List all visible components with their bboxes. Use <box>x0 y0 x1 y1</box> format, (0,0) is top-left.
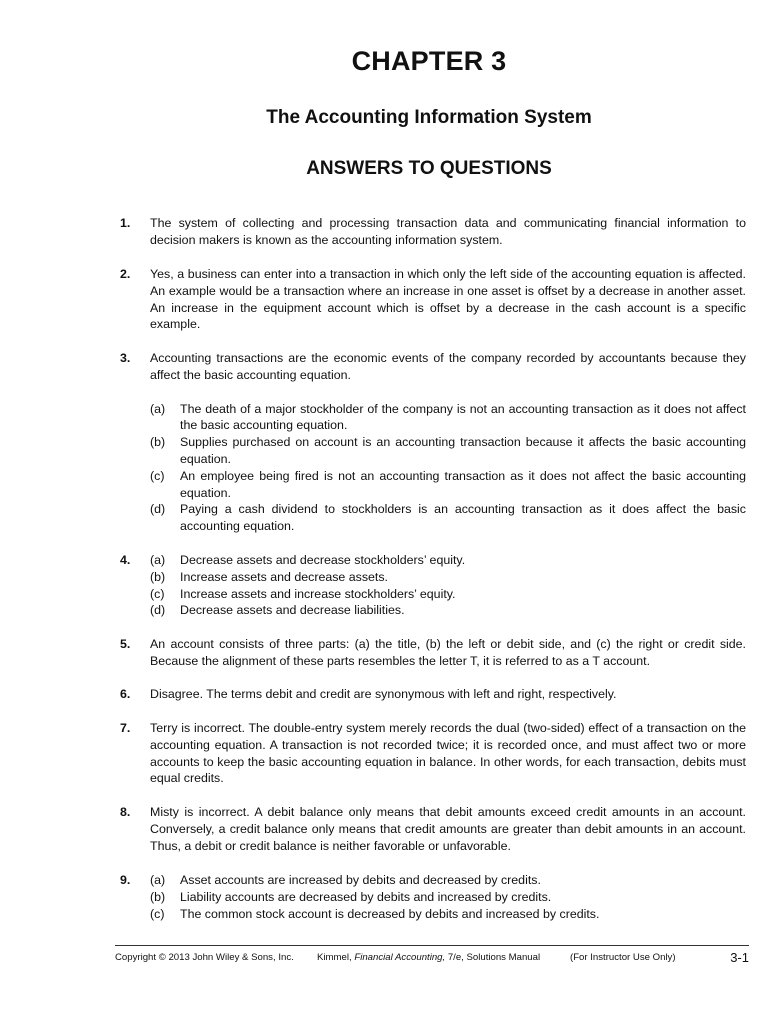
answer-item <box>150 586 746 603</box>
section-heading: ANSWERS TO QUESTIONS <box>306 158 552 179</box>
question-answer: Yes, a business can enter into a transaction in which only the left side of the accounting equation is affected. An example would be a transaction where an increase in one asset is offset by a decrease in another asset. An increase in the equipment account which is offset by a decrease in the cash account is a specific example. <box>150 267 746 332</box>
answer-item <box>150 552 746 569</box>
answer-item <box>150 401 746 435</box>
answer-item <box>150 906 746 923</box>
question-answer: Accounting transactions are the economic events of the company recorded by accountants because they affect the basic accounting equation. <box>150 351 746 382</box>
page-footer <box>115 950 749 966</box>
answer-item <box>150 602 746 619</box>
item-label: (b) <box>150 889 166 904</box>
item-text: The common stock account is decreased by debits and increased by credits. <box>180 906 600 921</box>
footer-divider <box>115 945 749 946</box>
question-answer: The system of collecting and processing transaction data and communicating financial information to decision makers is known as the accounting information system. <box>150 216 746 247</box>
answer-item <box>150 889 746 906</box>
question-9 <box>120 872 746 922</box>
question-5 <box>120 636 746 670</box>
item-label: (d) <box>150 502 166 517</box>
item-text: Supplies purchased on account is an accounting transaction because it affects the basic accounting equation. <box>180 435 746 466</box>
question-1 <box>120 215 746 249</box>
question-number: 8. <box>120 805 131 819</box>
question-number: 6. <box>120 687 131 701</box>
item-label: (a) <box>150 401 166 416</box>
question-answer: Disagree. The terms debit and credit are synonymous with left and right, respectively. <box>150 687 617 701</box>
footer-author: Kimmel, <box>317 952 352 963</box>
answer-item <box>150 468 746 502</box>
question-answer: Misty is incorrect. A debit balance only means that debit amounts exceed credit amounts in an account. Conversely, a credit balance only means that credit amounts are greater than debit amounts in an account. Thus, a debit or credit balance is neither favorable or unfavorable. <box>150 805 746 853</box>
footer-use-note: (For Instructor Use Only) <box>570 952 676 963</box>
item-label: (a) <box>150 553 166 567</box>
question-8 <box>120 804 746 854</box>
item-label: (b) <box>150 435 166 450</box>
item-label: (c) <box>150 468 165 483</box>
item-text: Decrease assets and decrease stockholders’ equity. <box>180 553 466 567</box>
question-4 <box>120 552 746 619</box>
item-text: An employee being fired is not an accounting transaction as it does not affect the basic accounting equation. <box>180 468 746 500</box>
footer-book-title: Financial Accounting, <box>354 952 446 963</box>
item-label: (a) <box>150 873 166 887</box>
question-number: 7. <box>120 721 131 735</box>
question-answer: Terry is incorrect. The double-entry system merely records the dual (two-sided) effect of a transaction on the accounting equation. A transaction is not recorded twice; it is recorded once, and must affect two or more accounts to keep the basic accounting equation in balance. In other words, for each transaction, debits must equal credits. <box>150 721 746 786</box>
item-label: (c) <box>150 586 165 601</box>
question-number: 2. <box>120 267 131 281</box>
item-text: Decrease assets and decrease liabilities. <box>180 603 405 618</box>
footer-book-reference <box>317 952 540 963</box>
item-label: (c) <box>150 906 165 921</box>
question-number: 1. <box>120 216 131 230</box>
item-text: Liability accounts are decreased by debits and increased by credits. <box>180 889 552 904</box>
answer-item <box>150 872 746 889</box>
question-6 <box>120 686 746 703</box>
answer-item <box>150 501 746 535</box>
answer-item <box>150 569 746 586</box>
question-number: 5. <box>120 637 131 651</box>
item-text: Increase assets and decrease assets. <box>180 569 389 584</box>
item-text: Increase assets and increase stockholders’ equity. <box>180 586 456 601</box>
item-text: Paying a cash dividend to stockholders is an accounting transaction as it does affect the basic accounting equation. <box>180 502 746 534</box>
question-2 <box>120 266 746 333</box>
answer-item <box>150 434 746 468</box>
question-number: 3. <box>120 351 131 365</box>
question-number: 4. <box>120 553 131 567</box>
item-text: The death of a major stockholder of the company is not an accounting transaction as it does not affect the basic accounting equation. <box>180 401 746 433</box>
page-number: 3-1 <box>730 950 749 965</box>
item-label: (d) <box>150 603 166 618</box>
question-number: 9. <box>120 873 131 887</box>
footer-copyright: Copyright © 2013 John Wiley & Sons, Inc. <box>115 952 294 963</box>
question-answer: An account consists of three parts: (a) the title, (b) the left or debit side, and (c) the right or credit side. Because the alignment of these parts resembles the letter T, it is referred to as a T account. <box>150 637 746 668</box>
chapter-subtitle: The Accounting Information System <box>266 107 592 128</box>
chapter-heading: CHAPTER 3 <box>351 46 507 76</box>
footer-edition: 7/e, Solutions Manual <box>447 952 541 963</box>
item-label: (b) <box>150 569 166 584</box>
question-7 <box>120 720 746 787</box>
item-text: Asset accounts are increased by debits and decreased by credits. <box>180 873 541 887</box>
question-3 <box>120 350 746 535</box>
